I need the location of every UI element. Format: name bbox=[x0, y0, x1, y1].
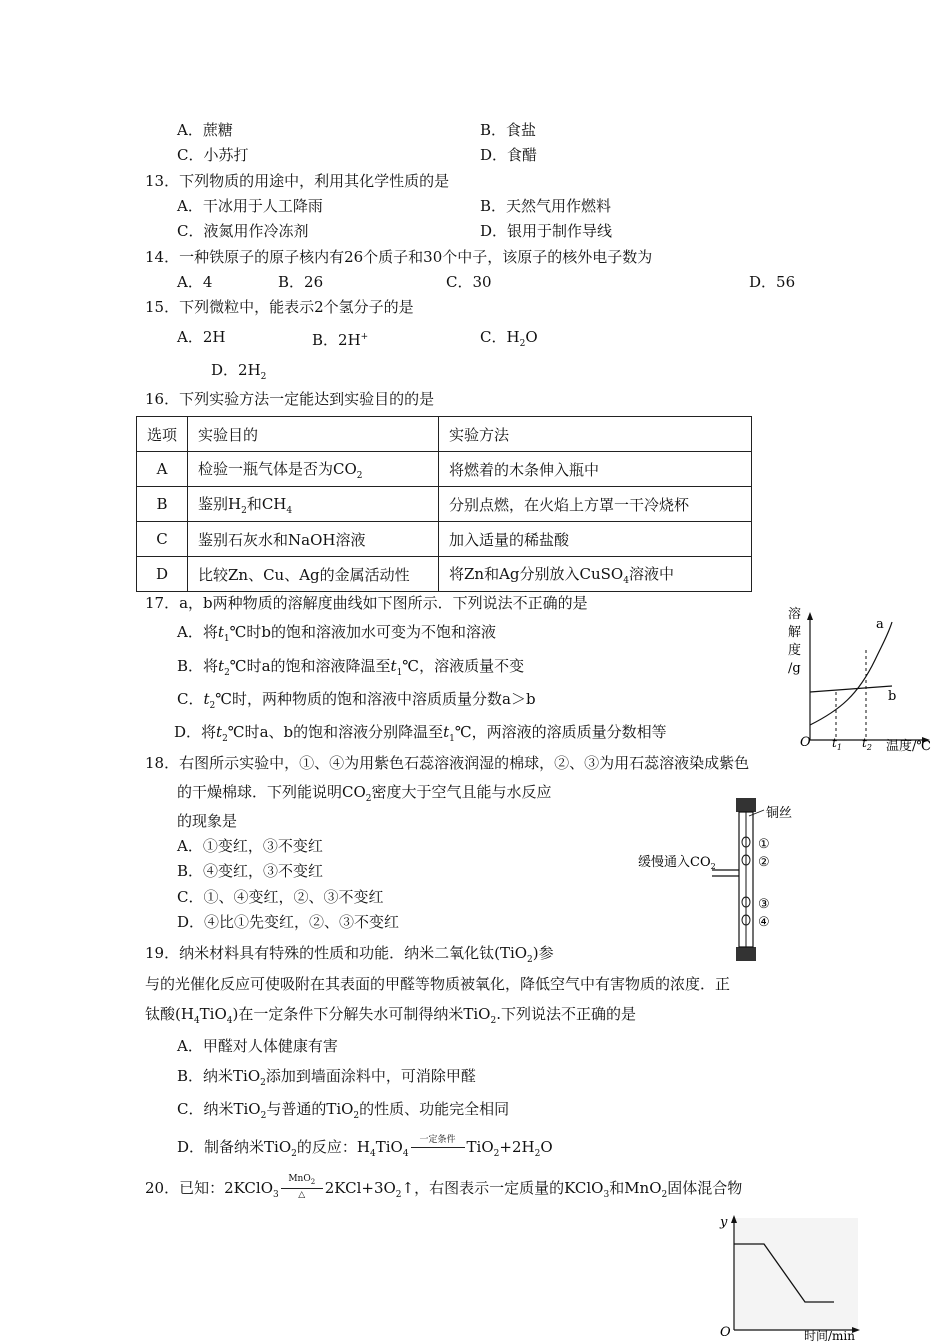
q14-option-a: A．4 bbox=[177, 273, 213, 291]
q15-stem: 15．下列微粒中，能表示2个氢分子的是 bbox=[145, 298, 414, 316]
q12-option-c: C．小苏打 bbox=[177, 146, 249, 164]
xlabel: 时间/min bbox=[804, 1329, 855, 1343]
q15-option-d: D．$2H_2$ bbox=[211, 361, 267, 382]
q14-stem: 14．一种铁原子的原子核内有26个质子和30个中子，该原子的核外电子数为 bbox=[145, 248, 653, 266]
reaction-arrow: 一定条件 bbox=[409, 1137, 467, 1157]
table-row bbox=[137, 487, 752, 522]
q12-option-d: D．食醋 bbox=[480, 146, 538, 164]
q12-option-a: A．蔗糖 bbox=[177, 121, 233, 139]
q18-line1: 18．右图所示实验中，①、④为用紫色石蕊溶液润湿的棉球，②、③为用石蕊溶液染成紫色 bbox=[145, 754, 750, 772]
q12-option-b: B．食盐 bbox=[480, 121, 537, 139]
row-option: D bbox=[137, 557, 188, 592]
row-option: B bbox=[137, 487, 188, 522]
curve-a bbox=[810, 622, 892, 725]
q14-option-b: B．26 bbox=[278, 273, 324, 291]
q18-line3: 的现象是 bbox=[177, 812, 238, 830]
chart-background bbox=[734, 1218, 858, 1330]
header-option: 选项 bbox=[137, 417, 188, 452]
q13-option-a: A．干冰用于人工降雨 bbox=[177, 197, 323, 215]
curve-a-label: a bbox=[876, 617, 884, 632]
row-purpose: 比较Zn、Cu、Ag的金属活动性 bbox=[188, 557, 439, 592]
q18-option-c: C．①、④变红，②、③不变红 bbox=[177, 888, 384, 906]
table-header-row bbox=[137, 417, 752, 452]
row-method: 将燃着的木条伸入瓶中 bbox=[439, 452, 752, 487]
row-method: 将Zn和Ag分别放入CuSO$_4$溶液中 bbox=[439, 557, 752, 592]
label-1: ① bbox=[758, 837, 770, 852]
q18-apparatus-figure bbox=[636, 792, 816, 970]
q13-stem: 13．下列物质的用途中，利用其化学性质的是 bbox=[145, 172, 450, 190]
q18-line2: 的干燥棉球．下列能说明$CO_2$密度大于空气且能与水反应 bbox=[177, 783, 552, 804]
label-2: ② bbox=[758, 855, 770, 870]
row-option: C bbox=[137, 522, 188, 557]
q13-option-b: B．天然气用作燃料 bbox=[480, 197, 612, 215]
q19-option-c: C．纳米TiO$_2$与普通的TiO$_2$的性质、功能完全相同 bbox=[177, 1100, 510, 1121]
ylabel: y bbox=[720, 1215, 728, 1230]
row-purpose: 鉴别石灰水和NaOH溶液 bbox=[188, 522, 439, 557]
q19-option-d: D．制备纳米TiO$_2$的反应：$H_4TiO_4$ 一定条件 $TiO_2+2H_2O$ bbox=[177, 1135, 553, 1159]
ylabel-3: 度 bbox=[788, 643, 802, 658]
q14-option-c: C．30 bbox=[446, 273, 492, 291]
q13-option-d: D．银用于制作导线 bbox=[480, 222, 613, 240]
tick-t2: $t_2$ bbox=[862, 736, 872, 752]
q16-table bbox=[136, 416, 752, 592]
ylabel-4: /g bbox=[788, 661, 801, 676]
table-row bbox=[137, 557, 752, 592]
origin-label: O bbox=[720, 1325, 731, 1340]
row-method: 加入适量的稀盐酸 bbox=[439, 522, 752, 557]
q15-option-c: C．$H_2O$ bbox=[480, 328, 538, 349]
row-purpose: 鉴别$H_2$和$CH_4$ bbox=[188, 487, 439, 522]
label-3: ③ bbox=[758, 897, 770, 912]
tube-bottom-cap bbox=[736, 947, 756, 961]
reaction-arrow: MnO$_2$ △ bbox=[279, 1178, 325, 1198]
table-row bbox=[137, 522, 752, 557]
q20-stem: 20．已知：2KClO$_3$ MnO$_2$ △ $2KCl+3O_2↑$，右图表示一定质量的KClO$_3$和MnO$_2$固体混合物 bbox=[145, 1174, 743, 1200]
row-option: A bbox=[137, 452, 188, 487]
gas-label: 缓慢通入$CO_2$ bbox=[638, 855, 716, 871]
curve-b-label: b bbox=[888, 689, 897, 704]
tube-top-cap bbox=[736, 798, 756, 812]
q17-option-a: A．将$t_1℃$时b的饱和溶液加水可变为不饱和溶液 bbox=[177, 623, 496, 644]
y-axis-arrow bbox=[807, 612, 813, 620]
copper-label: 铜丝 bbox=[766, 806, 793, 821]
q14-option-d: D．56 bbox=[749, 273, 796, 291]
origin-label: O bbox=[800, 735, 811, 750]
q19-option-b: B．纳米TiO$_2$添加到墙面涂料中，可消除甲醛 bbox=[177, 1067, 476, 1088]
q15-option-a: A．2H bbox=[177, 328, 226, 346]
q19-option-a: A．甲醛对人体健康有害 bbox=[177, 1037, 338, 1055]
q16-stem: 16．下列实验方法一定能达到实验目的的是 bbox=[145, 390, 435, 408]
q19-line1: 19．纳米材料具有特殊的性质和功能．纳米二氧化钛(TiO$_2$)参 bbox=[145, 944, 554, 965]
curve-b bbox=[810, 686, 892, 692]
header-purpose: 实验目的 bbox=[188, 417, 439, 452]
tick-t1: $t_1$ bbox=[832, 736, 842, 752]
q19-line3: 钛酸$(H_4TiO_4)$在一定条件下分解失水可制得纳米TiO$_2$.下列说法不正确的是 bbox=[145, 1005, 636, 1026]
ylabel-2: 解 bbox=[788, 625, 802, 640]
q20-chart bbox=[710, 1212, 870, 1344]
q17-solubility-chart bbox=[780, 600, 940, 760]
q17-option-b: B．将$t_2℃$时a的饱和溶液降温至$t_1℃$，溶液质量不变 bbox=[177, 657, 525, 678]
header-method: 实验方法 bbox=[439, 417, 752, 452]
q17-option-c: C．$t_2℃$时，两种物质的饱和溶液中溶质质量分数a＞b bbox=[177, 690, 536, 711]
row-purpose: 检验一瓶气体是否为$CO_2$ bbox=[188, 452, 439, 487]
q13-option-c: C．液氮用作冷冻剂 bbox=[177, 222, 309, 240]
xlabel: 温度/℃ bbox=[886, 739, 931, 754]
q17-stem: 17．a，b两种物质的溶解度曲线如下图所示．下列说法不正确的是 bbox=[145, 594, 588, 612]
q15-option-b: B．2H+ bbox=[312, 331, 369, 349]
q17-option-d: D．将$t_2℃$时a、b的饱和溶液分别降温至$t_1℃$，两溶液的溶质质量分数相等 bbox=[174, 723, 667, 744]
row-method: 分别点燃，在火焰上方罩一干冷烧杯 bbox=[439, 487, 752, 522]
ylabel-1: 溶 bbox=[788, 607, 802, 622]
q18-option-b: B．④变红，③不变红 bbox=[177, 862, 324, 880]
q19-line2: 与的光催化反应可使吸附在其表面的甲醛等物质被氧化，降低空气中有害物质的浓度．正 bbox=[145, 975, 731, 993]
table-row bbox=[137, 452, 752, 487]
q18-option-a: A．①变红，③不变红 bbox=[177, 837, 323, 855]
label-4: ④ bbox=[758, 915, 770, 930]
q18-option-d: D．④比①先变红，②、③不变红 bbox=[177, 913, 400, 931]
